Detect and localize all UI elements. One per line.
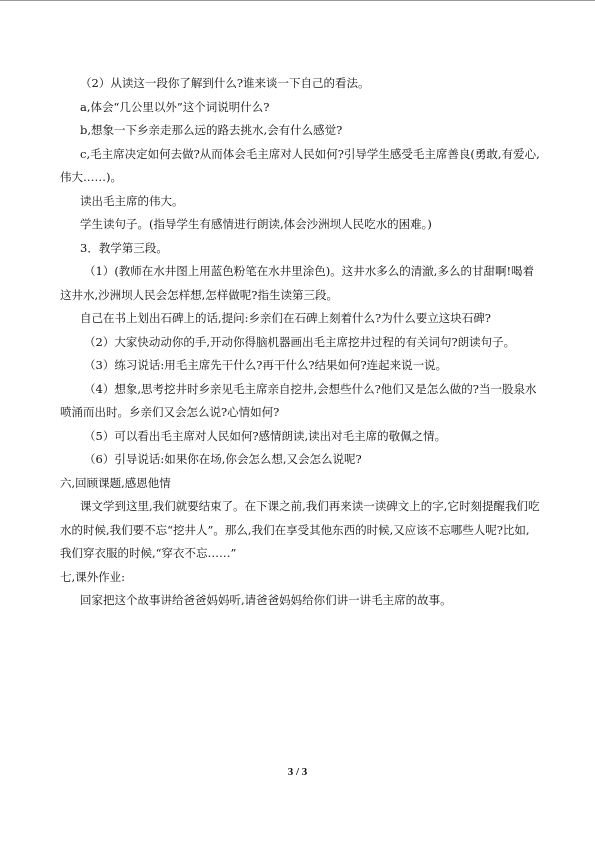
top-border-line bbox=[0, 0, 595, 1]
document-body bbox=[60, 72, 540, 613]
paragraph: 回家把这个故事讲给爸爸妈妈听,请爸爸妈妈给你们讲一讲毛主席的故事。 bbox=[80, 593, 452, 607]
section-heading: 七,课外作业: bbox=[60, 569, 126, 584]
page-number: 3 / 3 bbox=[287, 766, 308, 778]
paragraph: （4）想象,思考挖井时乡亲见毛主席亲自挖井,会想些什么?他们又是怎么做的?当一股泉水喷涌而出时。乡亲们又会怎么说?心情如何? bbox=[60, 381, 537, 419]
section-heading: 3．教学第三段。 bbox=[80, 240, 168, 255]
paragraph: （1）(教师在水井图上用蓝色粉笔在水井里涂色)。这井水多么的清澈,多么的甘甜啊!喝着这井水,沙洲坝人民会怎样想,怎样做呢?指生读第三段。 bbox=[60, 264, 535, 302]
paragraph: （5）可以看出毛主席对人民如何?感情朗读,读出对毛主席的敬佩之情。 bbox=[84, 428, 447, 443]
paragraph: b,想象一下乡亲走那么远的路去挑水,会有什么感觉? bbox=[80, 123, 343, 137]
paragraph: 学生读句子。(指导学生有感情进行朗读,体会沙洲坝人民吃水的困难。) bbox=[80, 217, 432, 231]
section-heading: 六,回顾课题,感恩他情 bbox=[60, 475, 171, 490]
paragraph: （6）引导说话:如果你在场,你会怎么想,又会怎么说呢? bbox=[84, 452, 362, 466]
paragraph: （3）练习说话:用毛主席先干什么?再干什么?结果如何?连起来说一说。 bbox=[84, 358, 448, 372]
paragraph: 读出毛主席的伟大。 bbox=[80, 193, 184, 208]
paragraph: a,体会“几公里以外”这个词说明什么? bbox=[80, 99, 270, 114]
paragraph: （2）大家快动动你的手,开动你得脑机器画出毛主席挖井过程的有关词句?朗读句子。 bbox=[84, 334, 516, 349]
paragraph: （2）从读这一段你了解到什么?谁来谈一下自己的看法。 bbox=[80, 76, 370, 90]
paragraph: 自己在书上划出石碑上的话,提问:乡亲们在石碑上刻着什么?为什么要立这块石碑? bbox=[80, 311, 491, 325]
paragraph: 课文学到这里,我们就要结束了。在下课之前,我们再来读一读碑文上的字,它时刻提醒我们吃水的时候,我们要不忘“挖井人”。那么,我们在享受其他东西的时候,又应该不忘哪些人呢?比如,我们穿衣服的时候,“穿衣不忘……” bbox=[60, 499, 540, 560]
paragraph: c,毛主席决定如何去做?从而体会毛主席对人民如何?引导学生感受毛主席善良(勇敢,有爱心,伟大……)。 bbox=[60, 146, 540, 184]
